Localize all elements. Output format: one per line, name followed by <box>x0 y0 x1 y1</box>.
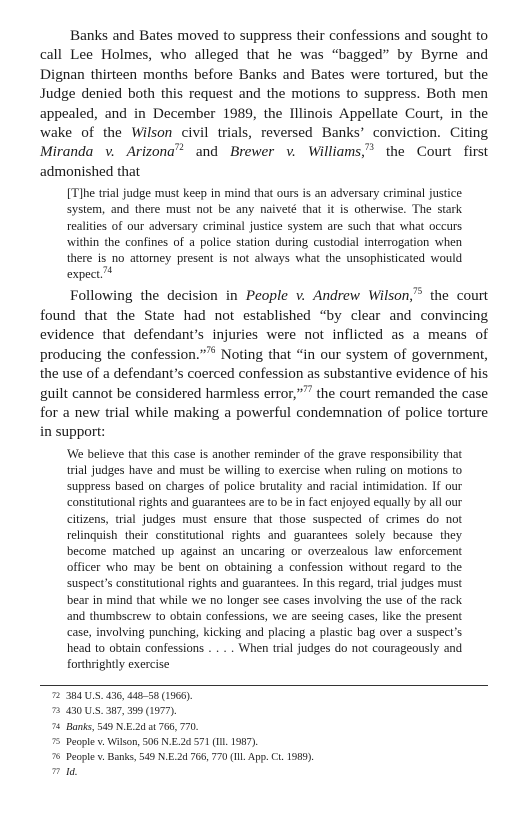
block-quote-adversary <box>67 185 462 282</box>
footnote-74 <box>52 720 492 735</box>
footnote-ref-72[interactable]: 72 <box>174 142 184 153</box>
para1-text-d: the Court first admonished that <box>40 143 488 180</box>
footnote-77 <box>52 765 492 780</box>
footnote-italic: Banks <box>66 721 92 733</box>
footnote-number: 77 <box>52 767 60 777</box>
para1-text-c: and <box>183 143 231 161</box>
footnote-ref-77[interactable]: 77 <box>303 383 313 394</box>
footnote-ref-73[interactable]: 73 <box>364 142 374 153</box>
footnote-text: , 549 N.E.2d at 766, 770. <box>91 721 199 733</box>
para2-text-c: Noting that “in our system of government, the use of a defendant’s coerced confession as substantive evidence of his guilt cannot be considered harmless error,” <box>40 345 488 402</box>
quote1-text: [T]he trial judge must keep in mind that ours is an adversary criminal justice system, and there must not be any naiveté that it is otherwise. The stark realities of our adversary criminal justice system are such that what occurs within the confines of a police station during custodial interrogation when there is no attorney present is not always what the unsophisticated would expect. <box>67 186 462 282</box>
footnote-72 <box>52 689 492 704</box>
footnote-number: 76 <box>52 752 60 762</box>
block-quote-trial-judges <box>67 446 462 673</box>
paragraph-following-decision: Following the decision in People v. Andrew Wilson,$^{75}$ the court found that the State had not established “by clear and convincing evidence that defendant’s injuries were not inflicted as a means of producing the confession.”$^{76}$ Noting that “in our system of government, the use of a defendant’s coerced confession as substantive evidence of his guilt cannot be considered harmless error,”$^{77}$ the court remanded the case for a new trial while making a powerful condemnation of police torture in support: <box>40 286 489 441</box>
footnote-divider <box>40 685 488 686</box>
para2-text-a: Following the decision in <box>70 287 246 305</box>
footnote-75 <box>52 735 492 750</box>
paragraph-banks-bates: Banks and Bates moved to suppress their confessions and sought to call Lee Holmes, who alleged that he was “bagged” by Byrne and Dignan thirteen months before Banks and Bates were tortured, but the Judge denied both this request and the motions to suppress. Both men appealed, and in December 1989, the Illinois Appellate Court, in the wake of the Wilson civil trials, reversed Banks’ conviction. Citing Miranda v. Arizona$^{72}$ and Brewer v. Williams,$^{73}$ the Court first admonished that <box>40 27 488 180</box>
footnote-ref-74[interactable]: 74 <box>103 265 113 276</box>
footnote-76 <box>52 750 492 765</box>
footnote-number: 73 <box>52 706 60 716</box>
footnote-ref-75[interactable]: 75 <box>413 286 423 297</box>
footnote-73 <box>52 704 492 719</box>
footnote-ref-76[interactable]: 76 <box>206 344 216 355</box>
footnotes <box>52 689 492 781</box>
quote2-text: We believe that this case is another reminder of the grave responsibility that trial judges have and must be willing to exercise when ruling on motions to suppress based on charges of police brutality and racial intimidation. If our constitutional rights and guarantees are to be in fact enjoyed equally by all our citizens, trial judges must ensure that those suspected of crimes do not relinquish their constitutional rights and guarantees solely because they become matched up against an uncaring or overzealous law enforcement officer who may be bent on obtaining a confession without regard to the suspect’s constitutional rights and guarantees. In this regard, trial judges must bear in mind that while we no longer see cases involving the use of the rack and thumbscrew to obtain confessions, we are seeing cases, like the present case, involving punching, kicking and placing a plastic bag over a suspect’s head to obtain confessions . . . . When trial judges do not courageously and forthrightly exercise <box>67 446 462 672</box>
footnote-text: 430 U.S. 387, 399 (1977). <box>66 706 177 718</box>
footnote-italic: Id. <box>66 767 78 779</box>
para2-text-d: the court remanded the case for a new trial while making a powerful condemnation of police torture in support: <box>40 384 489 441</box>
miranda-case-italic: Miranda v. Arizona <box>40 143 175 161</box>
para1-text-b: civil trials, reversed Banks’ conviction. Citing <box>172 124 488 142</box>
footnote-number: 72 <box>52 691 60 700</box>
para1-text-a: Banks and Bates moved to suppress their confessions and sought to call Lee Holmes, who alleged that he was “bagged” by Byrne and Dignan thirteen months before Banks and Bates were tortured, but the Judge denied both this request and the motions to suppress. Both men appealed, and in December 1989, the Illinois Appellate Court, in the wake of the <box>40 27 488 142</box>
footnote-number: 75 <box>52 736 60 746</box>
footnote-text: People v. Wilson, 506 N.E.2d 571 (Ill. 1987). <box>66 736 259 748</box>
brewer-case-italic: Brewer v. Williams <box>230 143 362 161</box>
wilson-case-italic: Wilson <box>130 124 173 142</box>
footnote-number: 74 <box>52 721 60 731</box>
footnote-text: People v. Banks, 549 N.E.2d 766, 770 (Ill. App. Ct. 1989). <box>66 752 314 764</box>
page-body <box>40 26 488 677</box>
para2-text-b: the court found that the State had not established “by clear and convincing evidence that defendant’s injuries were not inflicted as a means of producing the confession.” <box>40 287 488 363</box>
andrew-wilson-case-italic: People v. Andrew Wilson <box>245 287 410 305</box>
footnote-text: 384 U.S. 436, 448–58 (1966). <box>66 691 193 702</box>
